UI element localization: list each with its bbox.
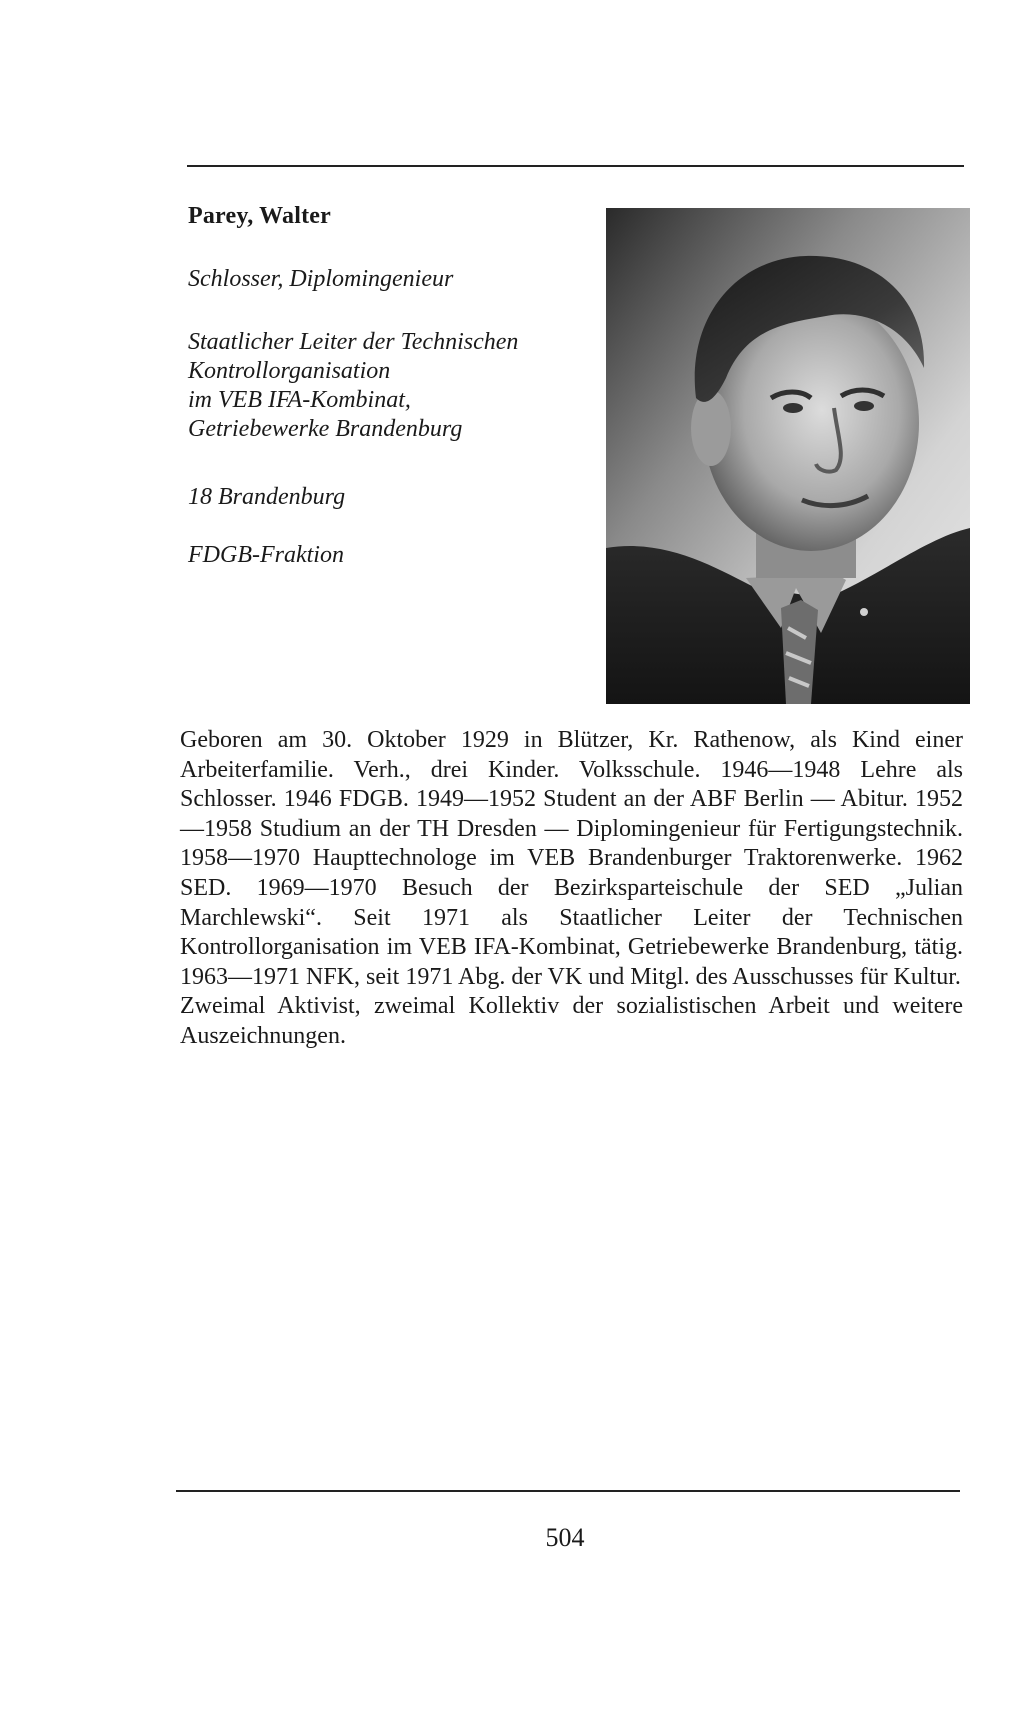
position-line: im VEB IFA-Kombinat,: [188, 387, 411, 413]
page-number: 504: [545, 1523, 585, 1552]
position-description: [188, 328, 518, 444]
awards-paragraph: Zweimal Aktivist, zweimal Kollektiv der sozialistischen Arbeit und weitere Auszeichnungen.: [180, 993, 963, 1049]
position-line: Getriebewerke Brandenburg: [188, 416, 463, 442]
biography-text: [180, 726, 963, 1052]
bottom-rule: [176, 1490, 960, 1492]
portrait-illustration: [606, 208, 970, 704]
portrait-photo: [606, 208, 970, 704]
position-line: Kontrollorganisation: [188, 358, 391, 384]
parliamentary-fraction: FDGB-Fraktion: [188, 542, 344, 568]
constituency: 18 Brandenburg: [188, 484, 346, 510]
profession: Schlosser, Diplomingenieur: [188, 266, 454, 292]
top-rule: [187, 165, 964, 167]
position-line: Staatlicher Leiter der Technischen: [188, 329, 519, 355]
person-name: Parey, Walter: [188, 203, 332, 229]
biography-paragraph: Geboren am 30. Oktober 1929 in Blützer, Kr. Rathenow, als Kind einer Arbeiterfamilie. Verh., drei Kinder. Volksschule. 1946—1948 Lehre als Schlosser. 1946 FDGB. 1949—1952 Student an der ABF Berlin — Abitur. 1952—1958 Studium an der TH Dresden — Diplomingenieur für Fertigungstechnik. 1958—1970 Haupttechnologe im VEB Brandenburger Traktorenwerke. 1962 SED. 1969—1970 Besuch der Bezirksparteischule der SED „Julian Marchlewski“. Seit 1971 als Staatlicher Leiter der Technischen Kontrollorganisation im VEB IFA-Kombinat, Getriebewerke Brandenburg, tätig. 1963—1971 NFK, seit 1971 Abg. der VK und Mitgl. des Ausschusses für Kultur.: [180, 727, 963, 990]
